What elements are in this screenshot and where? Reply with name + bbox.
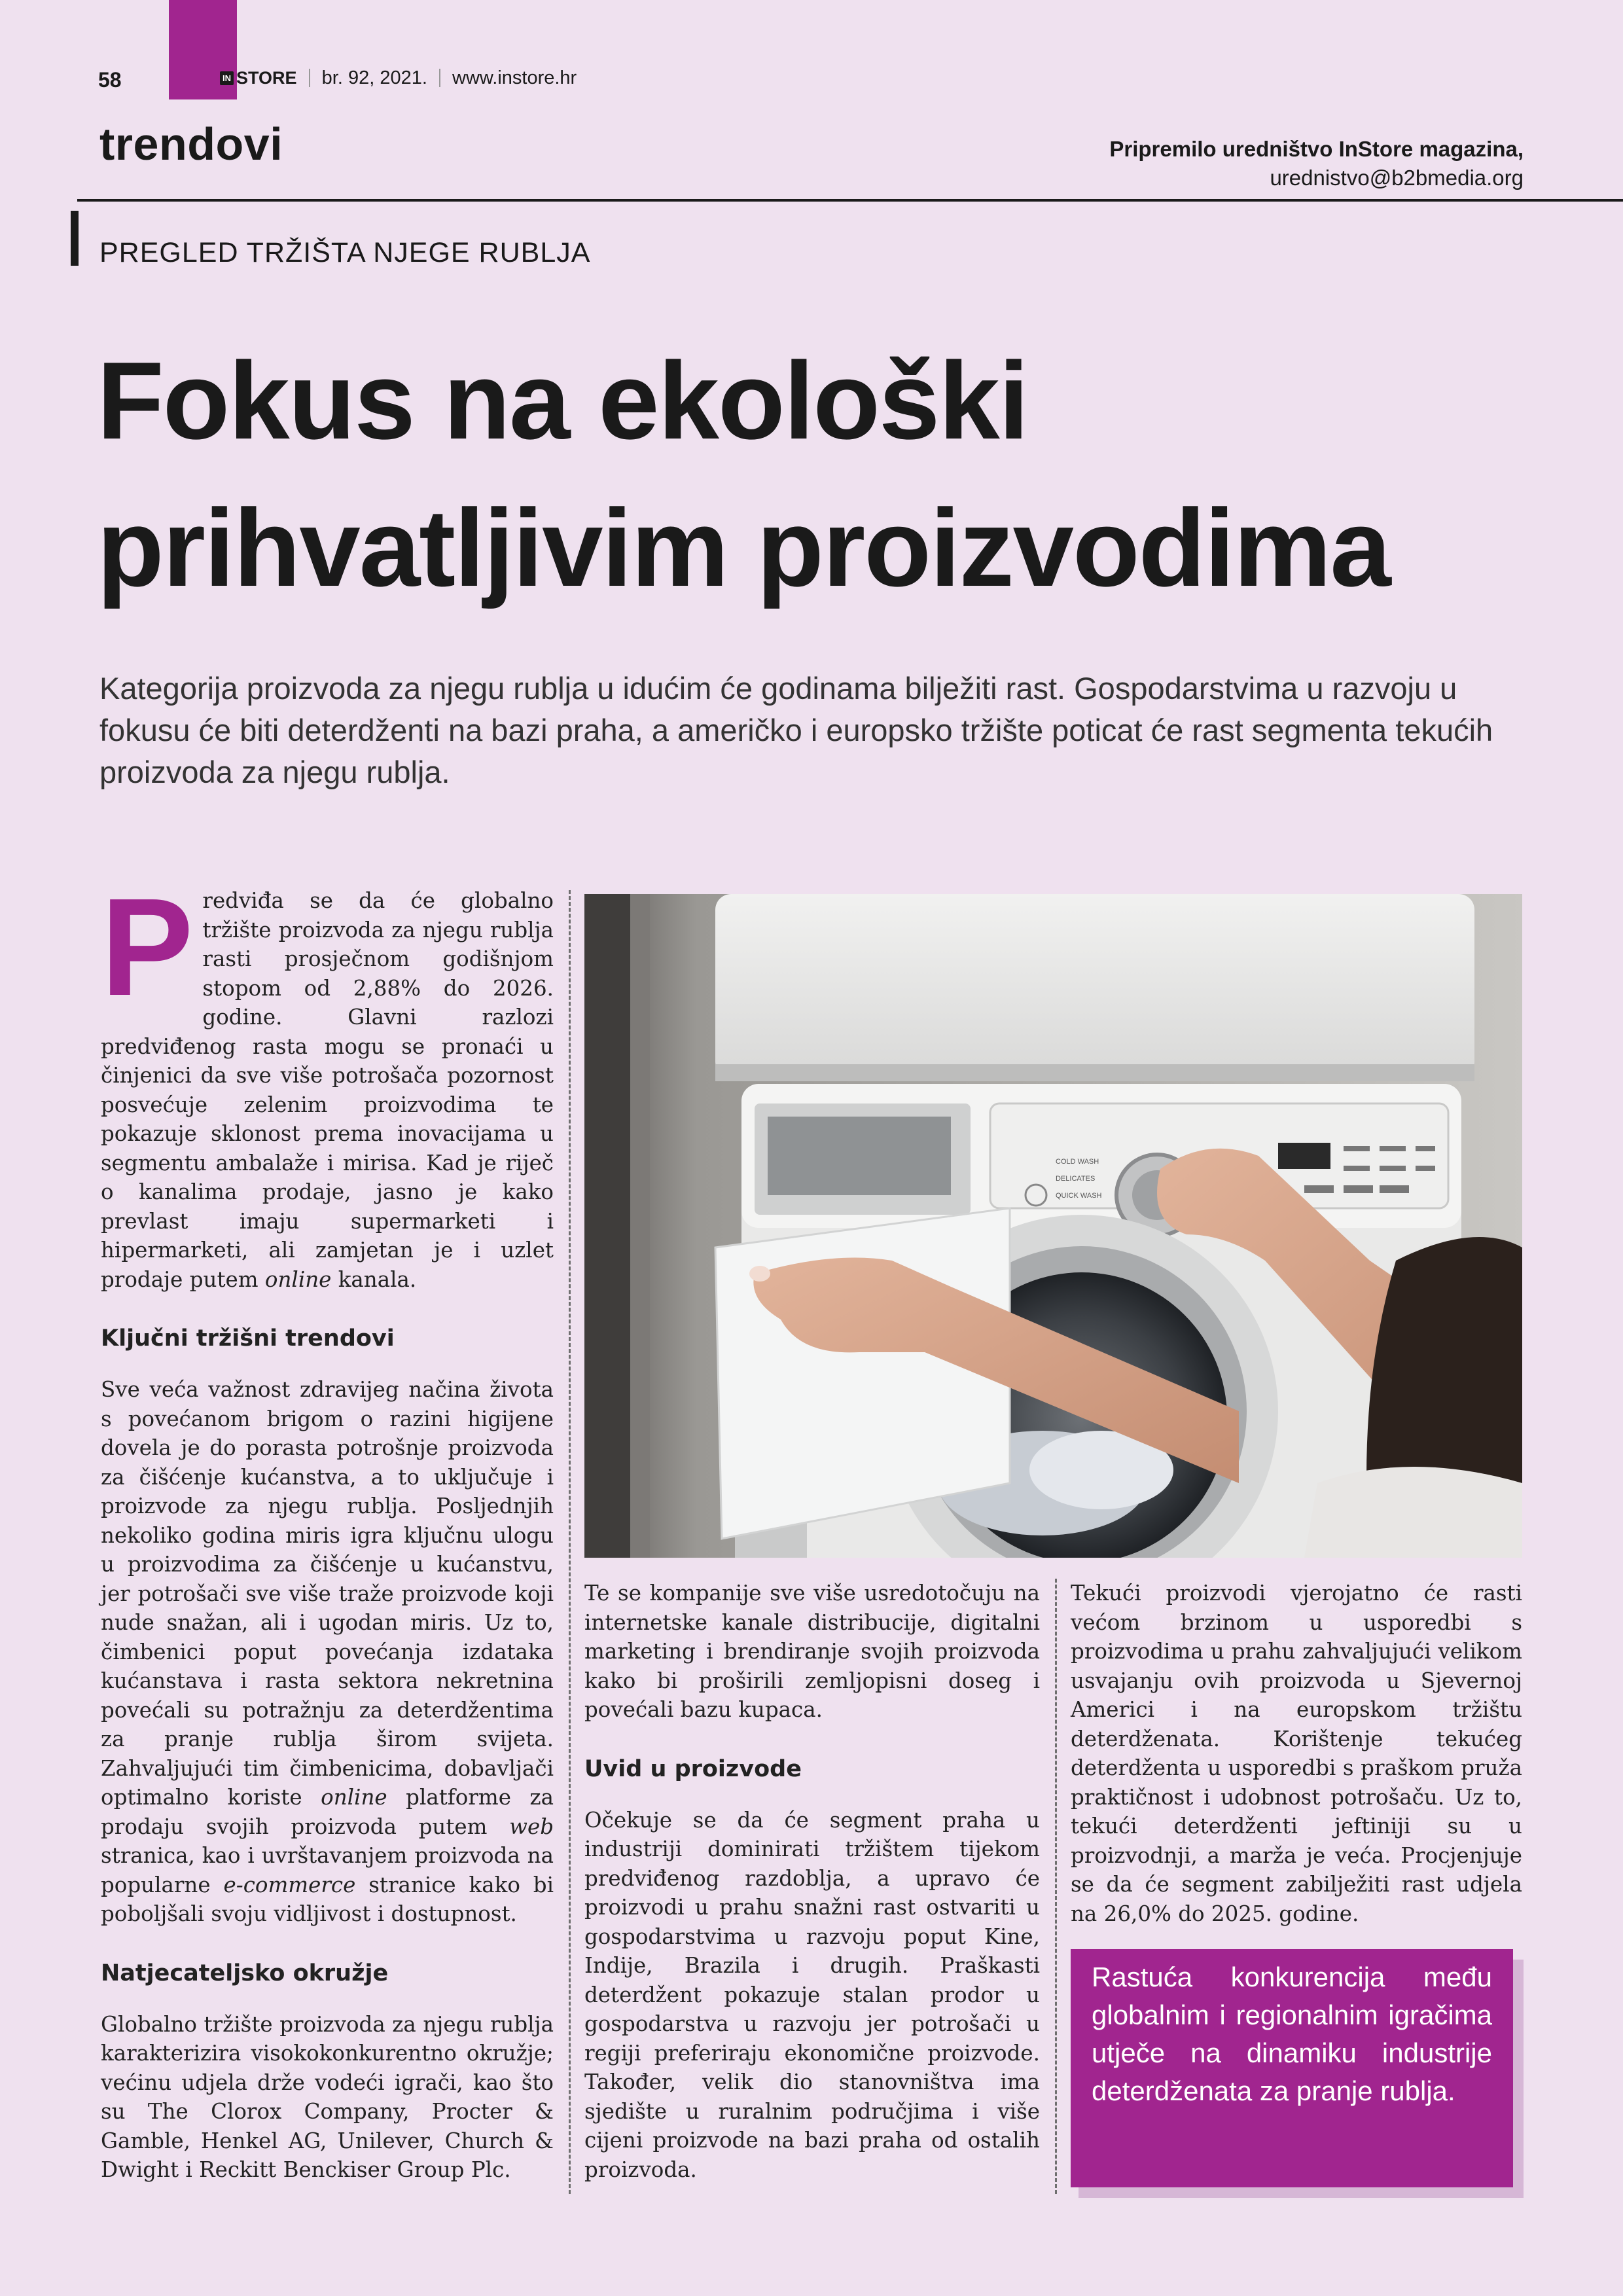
section-title: trendovi	[99, 118, 283, 170]
column-divider	[569, 890, 571, 2194]
paragraph: Te se kompanije sve više usredotočuju na internetske kanale distribucije, digitalni marketing i brendiranje svojih proizvoda kako bi proširili zemljopisni doseg i povećali bazu kupaca.	[584, 1581, 1040, 1722]
page-number: 58	[98, 68, 122, 92]
masthead	[220, 67, 577, 89]
subheading: Natjecateljsko okružje	[101, 1960, 389, 1986]
drop-cap: P	[101, 869, 194, 1024]
credit-author: Pripremilo uredništvo InStore magazina,	[1109, 137, 1524, 161]
body-column-3	[1071, 1579, 1522, 1928]
masthead-divider	[309, 69, 310, 87]
masthead-divider	[439, 69, 440, 87]
paragraph: Očekuje se da će segment praha u industriji dominirati tržištem tijekom predviđenog razdoblja, a upravo će proizvodi u prahu snažni rast ostvariti u gospodarstvima u razvoju poput Kine, Indije, Brazila i drugih. Praškasti deterdžent pokazuje stalan prodor u gospodarstva u razvoju jer potrošači u regiji preferiraju ekonomične proizvode. Također, velik dio stanovništva ima sjedište u ruralnim područjima i više cijeni proizvode na bazi praha od ostalih proizvoda.	[584, 1807, 1040, 2182]
paragraph: Sve veća važnost zdravijeg načina života s povećanom brigom o razini higijene dovela je do porasta potrošnje proizvoda za čišćenje kućanstva, a to uključuje i proizvode za njegu rublja. Posljednjih nekoliko godina miris igra ključnu ulogu u proizvodima za čišćenje u kućanstvu, jer potrošači sve više traže proizvode koji nude snažan, ali i ugodan miris. Uz to, čimbenici poput povećanja izdataka kućanstava i rasta sektora nekretnina povećali su potražnju za deterdžentima za pranje rublja širom svijeta. Zahvaljujući tim čimbenicima, dobavljači optimalno koriste online platforme za prodaju svojih proizvoda putem web stranica, kao i uvrštavanjem proizvoda na popularne e-commerce stranice kako bi poboljšali svoju vidljivost i dostupnost.	[101, 1377, 554, 1926]
article-title-line: Fokus na ekološki	[97, 339, 1028, 462]
instore-logo-in: IN	[220, 71, 234, 85]
paragraph: Tekući proizvodi vjerojatno će rasti većom brzinom u usporedbi s proizvodima u prahu zahvaljujući velikom usvajanju ovih proizvoda u Sjevernoj Americi i na europskom tržištu deterdženata. Korištenje tekućeg deterdženta u usporedbi s praškom pruža praktičnost i udobnost potrošaču. Uz to, tekući deterdženti jeftiniji su u proizvodnji, a marža je veća. Procjenjuje se da će segment zabilježiti rast udjela na 26,0% do 2025. godine.	[1071, 1581, 1522, 1926]
kicker-bar	[71, 211, 79, 266]
washing-machine-photo	[584, 894, 1522, 1558]
article-lead: Kategorija proizvoda za njegu rublja u idućim će godinama bilježiti rast. Gospodarstvima u razvoju u fokusu će biti deterdženti na bazi praha, a američko i europsko tržište poticat će rast segmenta tekućih proizvoda za njegu rublja.	[99, 671, 1493, 789]
paragraph: Predviđa se da će globalno tržište proizvoda za njegu rublja rasti prosječnom godišnjom stopom od 2,88% do 2026. godine. Glavni razlozi predviđenog rasta mogu se pronaći u činjenici da sve više potrošača pozornost posvećuje zelenim proizvodima te pokazuje sklonost prema inovacijama u segmentu ambalaže i mirisa. Kad je riječ o kanalima prodaje, jasno je kako prevlast imaju supermarketi i hipermarketi, ali zamjetan je i uzlet prodaje putem online kanala.	[101, 869, 554, 1292]
subheading: Uvid u proizvode	[584, 1755, 802, 1782]
body-column-1	[101, 869, 554, 2185]
article-title-line: prihvatljivim proizvodima	[97, 486, 1390, 609]
kicker: PREGLED TRŽIŠTA NJEGE RUBLJA	[99, 237, 591, 268]
subheading: Ključni tržišni trendovi	[101, 1325, 395, 1352]
credit-email[interactable]: urednistvo@b2bmedia.org	[1270, 166, 1524, 190]
column-divider	[1055, 1579, 1057, 2194]
issue-number: br. 92, 2021.	[321, 67, 427, 88]
credit	[1109, 135, 1524, 192]
panel-label: QUICK WASH	[1056, 1192, 1102, 1200]
article-title	[97, 327, 1569, 622]
website-link[interactable]: www.instore.hr	[452, 67, 577, 88]
panel-label: DELICATES	[1056, 1175, 1096, 1183]
washing-machine-illustration	[584, 894, 1522, 1558]
callout-quote: Rastuća konkurencija među globalnim i regionalnim igračima utječe na dinamiku industrije deterdženata za pranje rublja.	[1092, 1962, 1492, 2106]
instore-logo-store: STORE	[236, 67, 297, 88]
header-rule	[77, 199, 1623, 202]
panel-label: COLD WASH	[1056, 1158, 1099, 1166]
paragraph: Globalno tržište proizvoda za njegu rublja karakterizira visokokonkurentno okružje; većinu udjela drže vodeći igrači, kao što su The Clorox Company, Procter & Gamble, Henkel AG, Unilever, Church & Dwight i Reckitt Benckiser Group Plc.	[101, 2011, 554, 2182]
body-column-2	[584, 1579, 1040, 2184]
